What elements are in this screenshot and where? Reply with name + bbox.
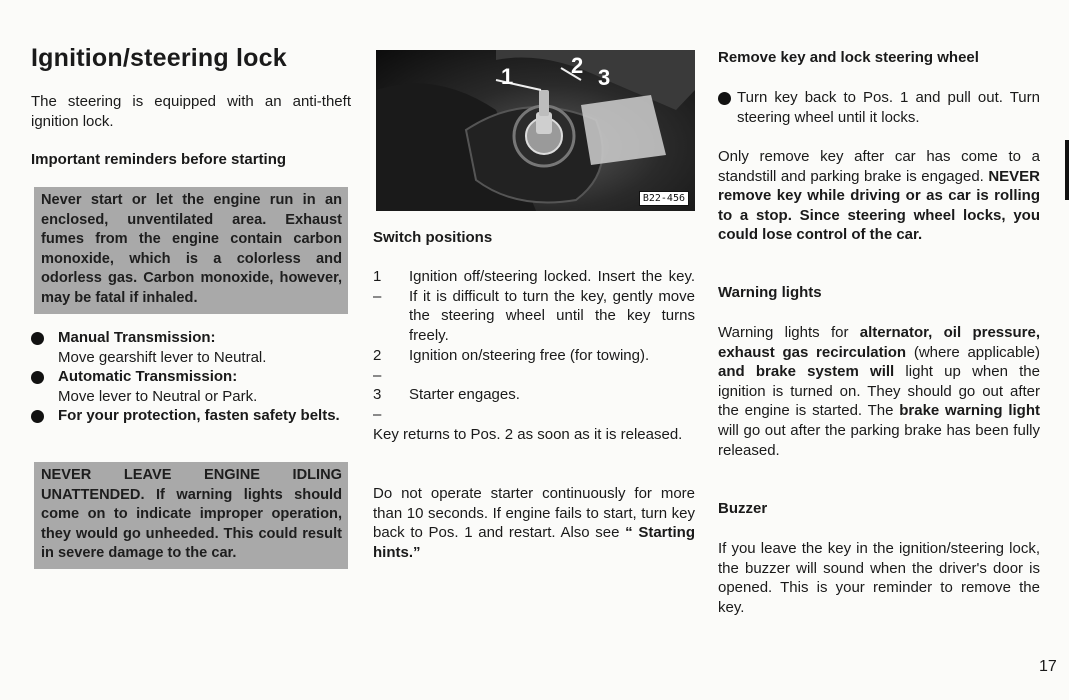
buzzer-text: If you leave the key in the ignition/steering lock, the buzzer will sound when the driver's door is opened. This is your reminder to remove the key. (718, 540, 1040, 616)
remove-key-bullet (718, 88, 1040, 127)
idling-warning-box: NEVER LEAVE ENGINE IDLING UNATTENDED. If warning lights should come on to indicate improper operation, they would go unheeded. This could result in severe damage to the car. (34, 462, 348, 569)
position-marker-2: 2 (571, 53, 584, 78)
ignition-lock-illustration (376, 50, 695, 211)
position-number: 3 – (373, 386, 382, 423)
exhaust-warning-box: Never start or let the engine run in an enclosed, unventilated area. Exhaust fumes from the engine contain carbon monoxide, which is a colorless and odorless gas. Carbon monoxide, however, may be fatal if inhaled. (34, 187, 348, 314)
reminders-heading: Important reminders before starting (31, 151, 287, 168)
buzzer-heading: Buzzer (718, 500, 768, 517)
position-text: Starter engages. (409, 386, 520, 403)
bullet-text: Turn key back to Pos. 1 and pull out. Turn steering wheel until it locks. (737, 89, 1040, 126)
starter-text: Do not operate starter continuously for more than 10 seconds. If engine fails to start, turn key back to Pos. 1 and restart. Also see “ Starting hints.” (373, 485, 695, 561)
bullet-manual-transmission (31, 328, 351, 367)
bullet-icon (718, 92, 731, 105)
page-title: Ignition/steering lock (31, 44, 287, 72)
bullet-label: For your protection, fasten safety belts. (58, 407, 340, 424)
switch-positions-heading: Switch positions (373, 229, 493, 246)
starting-hints-reference: “ Starting hints.” (373, 524, 695, 561)
page-number: 17 (1039, 658, 1057, 675)
bullet-automatic-transmission (31, 367, 351, 406)
warning-lights-text: Warning lights for alternator, oil pressure, exhaust gas recirculation (where applicable) and brake system will light up when the ignition is turned on. They should go out after the engine is started. The brake warning light will go out after the parking brake has been fully released. (718, 324, 1041, 459)
position-text: Ignition on/steering free (for towing). (409, 347, 650, 364)
position-marker-3: 3 (598, 65, 611, 90)
photo-code: B22-456 (639, 191, 689, 206)
position-number: 1 – (373, 268, 382, 305)
bullet-icon (31, 371, 44, 384)
bullet-safety-belts (31, 406, 351, 426)
page-edge-tab (1065, 140, 1069, 200)
remove-key-warning: NEVER remove key while driving or as car is rolling to a stop. Since steering wheel locks, you could lose control of the car. (718, 167, 1040, 244)
bullet-label: Manual Transmission: (58, 329, 216, 346)
position-marker-1: 1 (501, 64, 514, 89)
bullet-icon (31, 332, 44, 345)
position-number: 2 – (373, 347, 382, 384)
bullet-label: Automatic Transmission: (58, 368, 238, 385)
remove-key-note: Only remove key after car has come to a standstill and parking brake is engaged. NEVER remove key while driving or as car is rolling to a stop. Since steering wheel locks, you could lose control of the car. (718, 148, 1040, 244)
remove-key-heading: Remove key and lock steering wheel (718, 49, 979, 66)
intro-text: The steering is equipped with an anti-theft ignition lock. (31, 93, 351, 130)
bullet-icon (31, 410, 44, 423)
warning-lights-heading: Warning lights (718, 284, 822, 301)
position-item-3 (373, 385, 695, 423)
ignition-lock-photo (376, 50, 695, 211)
key-returns-text: Key returns to Pos. 2 as soon as it is released. (373, 426, 683, 443)
position-item-2 (373, 346, 695, 386)
bullet-text: Move gearshift lever to Neutral. (58, 348, 267, 366)
position-text: Ignition off/steering locked. Insert the key. If it is difficult to turn the key, gently move the steering wheel until the key turns freely. (409, 268, 695, 344)
position-item-1 (373, 267, 695, 344)
bullet-text: Move lever to Neutral or Park. (58, 387, 258, 405)
